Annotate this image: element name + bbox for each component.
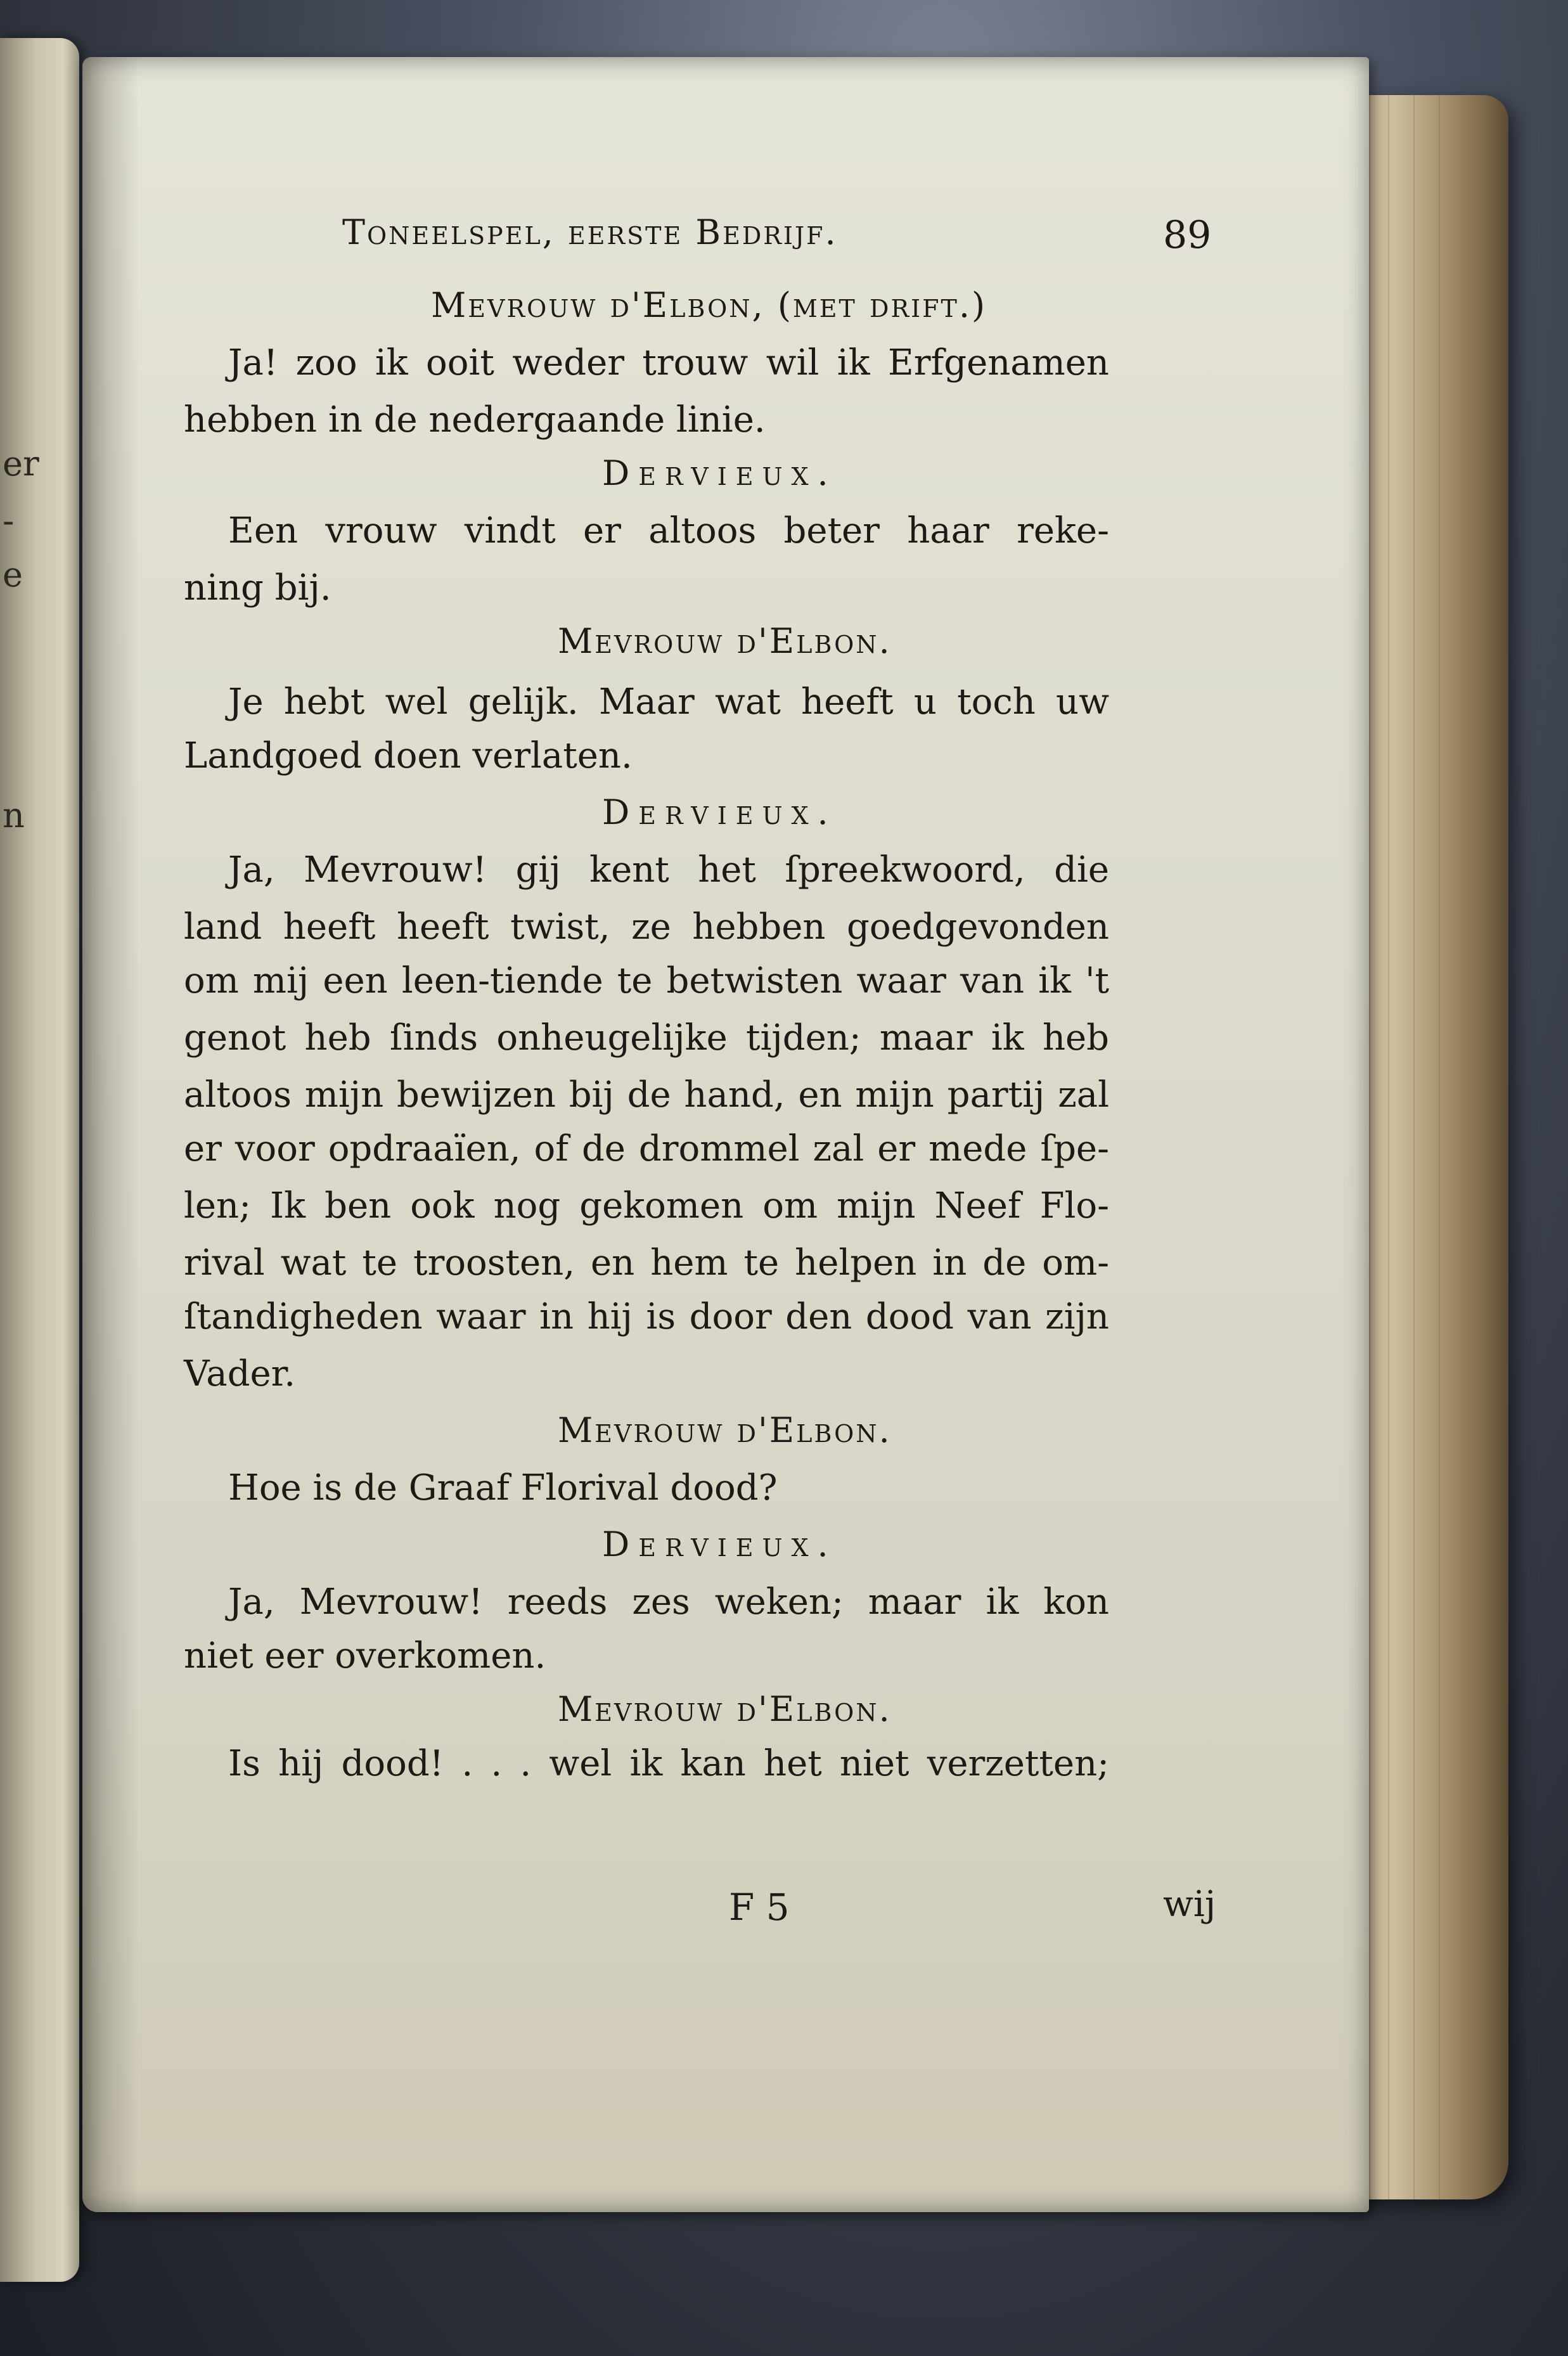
left-fragment: e <box>3 555 23 595</box>
previous-page-edge <box>0 38 79 2282</box>
dialogue-line: Ja, Mevrouw! reeds zes weken; maar ik kon <box>228 1581 1109 1623</box>
dialogue-line: niet eer overkomen. <box>184 1635 546 1677</box>
dialogue-line: ſtandigheden waar in hij is door den dood van zijn <box>184 1296 1109 1337</box>
running-head: Toneelspel, eerste Bedrijf. <box>342 212 838 252</box>
dialogue-line: om mij een leen-tiende te betwisten waar van ik 't <box>184 960 1109 1001</box>
dialogue-line: er voor opdraaïen, of de drommel zal er mede ſpe- <box>184 1128 1109 1169</box>
dialogue-line: rival wat te troosten, en hem te helpen in de om- <box>184 1242 1109 1284</box>
dialogue-line: Landgoed doen verlaten. <box>184 735 633 776</box>
speaker-name: Mevrouw d'Elbon. <box>558 1410 892 1450</box>
dialogue-line: hebben in de nedergaande linie. <box>184 399 766 441</box>
speaker-name: Dervieux. <box>602 453 837 493</box>
left-fragment: - <box>3 501 15 541</box>
speaker-name: Dervieux. <box>602 1524 837 1564</box>
speaker-name: Mevrouw d'Elbon, (met drift.) <box>431 285 987 325</box>
catchword: wij <box>1163 1884 1216 1925</box>
dialogue-line: land heeft heeft twist, ze hebben goedgevonden <box>184 906 1109 948</box>
dialogue-line: Vader. <box>184 1353 296 1394</box>
page-number: 89 <box>1163 213 1212 257</box>
dialogue-line: altoos mijn bewijzen bij de hand, en mijn partij zal <box>184 1074 1109 1116</box>
dialogue-line: len; Ik ben ook nog gekomen om mijn Neef Flo- <box>184 1185 1109 1226</box>
dialogue-line: Is hij dood! . . . wel ik kan het niet verzetten; <box>228 1743 1109 1784</box>
dialogue-line: Je hebt wel gelijk. Maar wat heeft u toch uw <box>228 681 1109 723</box>
printer-signature: F 5 <box>729 1886 790 1929</box>
book-page <box>82 57 1369 2212</box>
speaker-name: Mevrouw d'Elbon. <box>558 621 892 661</box>
speaker-name: Dervieux. <box>602 792 837 832</box>
dialogue-line: Ja, Mevrouw! gij kent het ſpreekwoord, die <box>228 849 1109 891</box>
dialogue-line: Hoe is de Graaf Florival dood? <box>228 1467 778 1509</box>
speaker-name: Mevrouw d'Elbon. <box>558 1689 892 1729</box>
left-fragment: n <box>3 795 25 835</box>
left-fragment: er <box>3 444 39 484</box>
dialogue-line: genot heb ſinds onheugelijke tijden; maar ik heb <box>184 1017 1109 1059</box>
dialogue-line: ning bij. <box>184 567 331 608</box>
dialogue-line: Een vrouw vindt er altoos beter haar reke- <box>228 510 1109 551</box>
dialogue-line: Ja! zoo ik ooit weder trouw wil ik Erfgenamen <box>228 342 1109 383</box>
